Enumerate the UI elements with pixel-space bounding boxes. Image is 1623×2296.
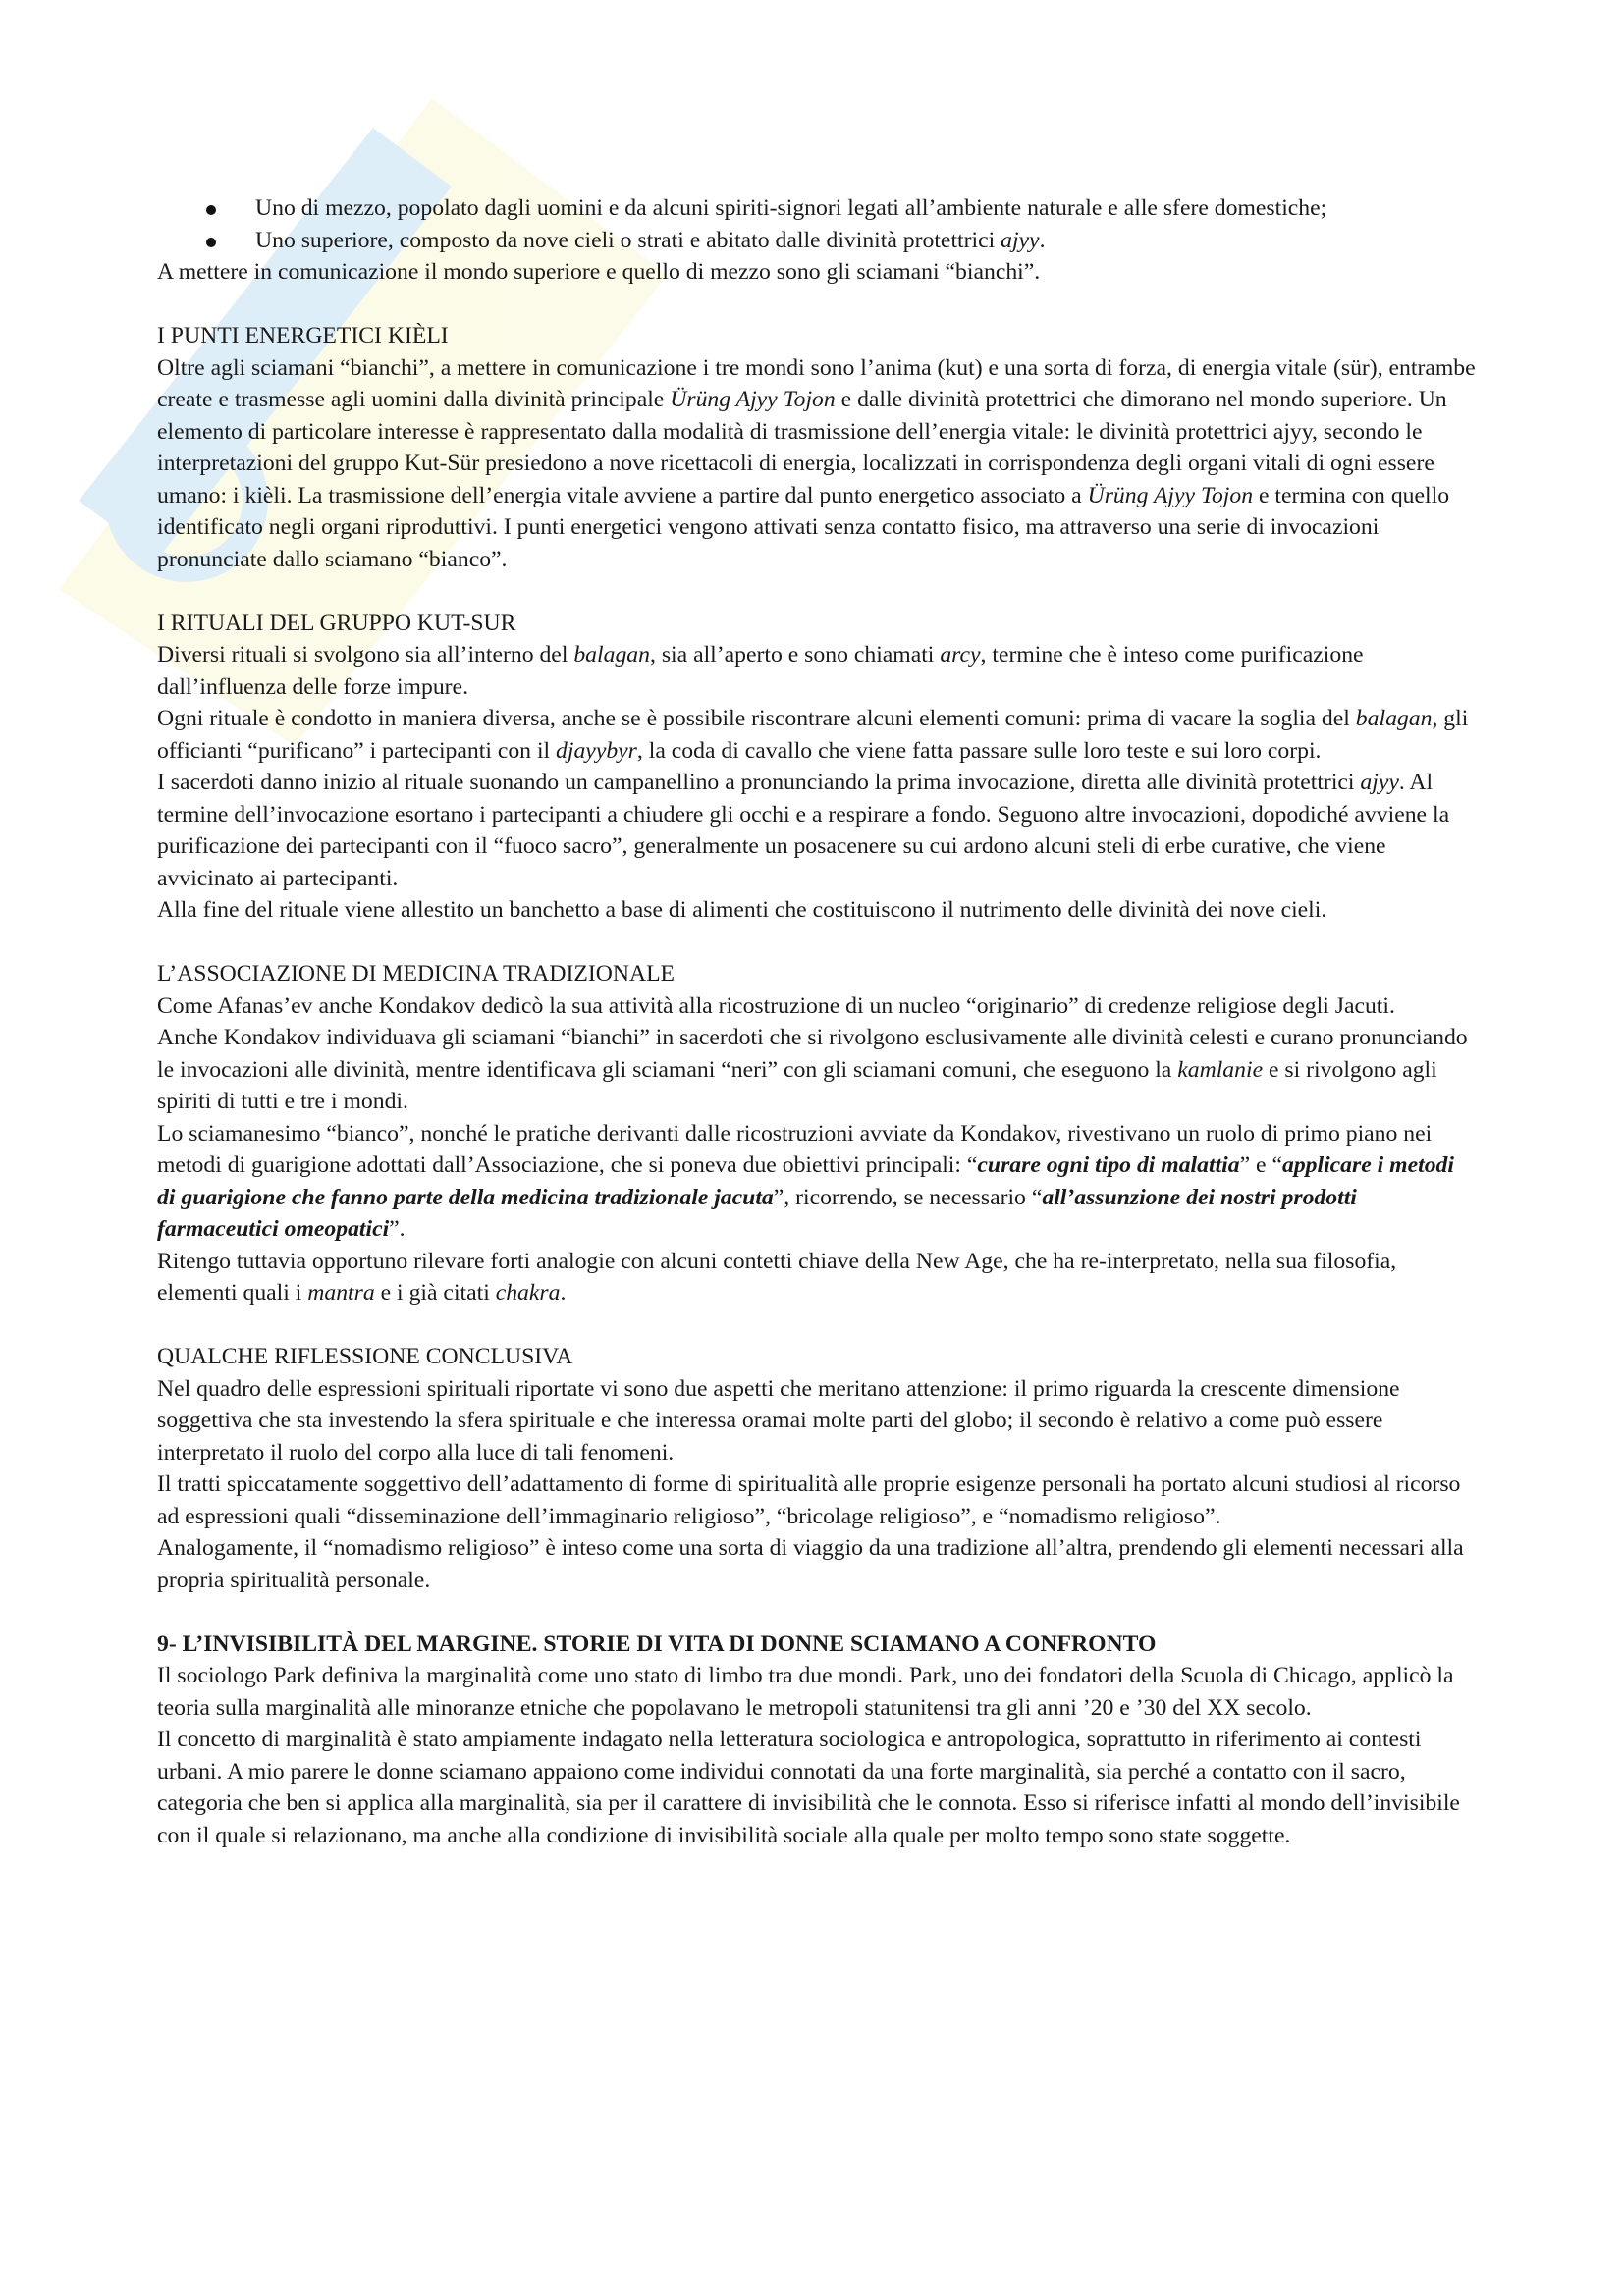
document-body — [157, 192, 1478, 1851]
paragraph: Il concetto di marginalità è stato ampiamente indagato nella letteratura sociologica e antropologica, soprattutto in riferimento ai contesti urbani. A mio parere le donne sciamano appaiono come individui connotati da una forte marginalità, sia perché a contatto con il sacro, categoria che ben si applica alla marginalità, sia per il carattere di invisibilità che le connota. Esso si riferisce infatti al mondo dell’invisibile con il quale si relazionano, ma anche alla condizione di invisibilità sociale alla quale per molto tempo sono state soggette. — [157, 1727, 1460, 1848]
paragraph: Nel quadro delle espressioni spirituali riportate vi sono due aspetti che meritano attenzione: il primo riguarda la crescente dimensione soggettiva che sta investendo la sfera spirituale e che interessa oramai molte parti del globo; il secondo è relativo a come può essere interpretato il ruolo del corpo alla luce di tali fenomeni. — [157, 1375, 1400, 1466]
paragraph: Lo sciamanesimo “bianco”, nonché le pratiche derivanti dalle ricostruzioni avviate da Kondakov, rivestivano un ruolo di primo piano nei metodi di guarigione adottati dall’Associazione, che si poneva due obiettivi principali: “curare ogni tipo di malattia” e “applicare i metodi di guarigione che fanno parte della medicina tradizionale jacuta”, ricorrendo, se necessario “all’assunzione dei nostri prodotti farmaceutici omeopatici”. — [157, 1120, 1454, 1242]
paragraph: Oltre agli sciamani “bianchi”, a mettere in comunicazione i tre mondi sono l’anima (kut) e una sorta di forza, di energia vitale (sür), entrambe create e trasmesse agli uomini dalla divinità principale Ürüng Ajyy Tojon e dalle divinità protettrici che dimorano nel mondo superiore. Un elemento di particolare interesse è rappresentato dalla modalità di trasmissione dell’energia vitale: le divinità protettrici ajyy, secondo le interpretazioni del gruppo Kut-Sür presiedono a nove ricettacoli di energia, localizzati in corrispondenza degli organi vitali di ogni essere umano: i kièli. La trasmissione dell’energia vitale avviene a partire dal punto energetico associato a Ürüng Ajyy Tojon e termina con quello identificato negli organi riproduttivi. I punti energetici vengono attivati senza contatto fisico, ma attraverso una serie di invocazioni pronunciate dallo sciamano “bianco”. — [157, 354, 1476, 572]
list-item: Uno superiore, composto da nove cieli o strati e abitato dalle divinità protettrici ajyy. — [157, 225, 1478, 257]
intro-closing: A mettere in comunicazione il mondo superiore e quello di mezzo sono gli sciamani “bianchi”. — [157, 259, 1041, 285]
section-heading-associazione: L’ASSOCIAZIONE DI MEDICINA TRADIZIONALE — [157, 961, 676, 987]
paragraph: Analogamente, il “nomadismo religioso” è inteso come una sorta di viaggio da una tradizione all’altra, prendendo gli elementi necessari alla propria spiritualità personale. — [157, 1535, 1464, 1593]
section-heading-rituali: I RITUALI DEL GRUPPO KUT-SUR — [157, 610, 516, 636]
paragraph: Ritengo tuttavia opportuno rilevare forti analogie con alcuni contetti chiave della New Age, che ha re-interpretato, nella sua filosofia, elementi quali i mantra e i già citati chakra. — [157, 1248, 1397, 1306]
bullet-icon — [206, 238, 216, 247]
paragraph: Alla fine del rituale viene allestito un banchetto a base di alimenti che costituiscono il nutrimento delle divinità dei nove cieli. — [157, 897, 1327, 923]
bullet-icon — [206, 205, 216, 215]
paragraph: Ogni rituale è condotto in maniera diversa, anche se è possibile riscontrare alcuni elementi comuni: prima di vacare la soglia del balagan, gli officianti “purificano” i partecipanti con il djayybyr, la coda di cavallo che viene fatta passare sulle loro teste e sui loro corpi. — [157, 706, 1469, 764]
paragraph: Come Afanas’ev anche Kondakov dedicò la sua attività alla ricostruzione di un nucleo “originario” di credenze religiose degli Jacuti. — [157, 992, 1395, 1019]
section-heading-kieli: I PUNTI ENERGETICI KIÈLI — [157, 323, 449, 348]
section-heading-riflessione: QUALCHE RIFLESSIONE CONCLUSIVA — [157, 1344, 573, 1369]
list-item: Uno di mezzo, popolato dagli uomini e da alcuni spiriti-signori legati all’ambiente naturale e alle sfere domestiche; — [157, 192, 1478, 225]
paragraph: Diversi rituali si svolgono sia all’interno del balagan, sia all’aperto e sono chiamati arcy, termine che è inteso come purificazione dall’influenza delle forze impure. — [157, 642, 1364, 700]
paragraph: Il tratti spiccatamente soggettivo dell’adattamento di forme di spiritualità alle proprie esigenze personali ha portato alcuni studiosi al ricorso ad espressioni quali “disseminazione dell’immaginario religioso”, “bricolage religioso”, e “nomadismo religioso”. — [157, 1471, 1461, 1529]
paragraph: I sacerdoti danno inizio al rituale suonando un campanellino a pronunciando la prima invocazione, diretta alle divinità protettrici ajyy. Al termine dell’invocazione esortano i partecipanti a chiudere gli occhi e a respirare a fondo. Seguono altre invocazioni, dopodiché avviene la purificazione dei partecipanti con il “fuoco sacro”, generalmente un posacenere su cui ardono alcuni steli di erbe curative, che viene avvicinato ai partecipanti. — [157, 770, 1450, 891]
worlds-list — [157, 192, 1478, 256]
chapter-heading: 9- L’INVISIBILITÀ DEL MARGINE. STORIE DI VITA DI DONNE SCIAMANO A CONFRONTO — [157, 1630, 1157, 1657]
paragraph: Il sociologo Park definiva la marginalità come uno stato di limbo tra due mondi. Park, uno dei fondatori della Scuola di Chicago, applicò la teoria sulla marginalità alle minoranze etniche che popolavano le metropoli statunitensi tra gli anni ’20 e ’30 del XX secolo. — [157, 1663, 1454, 1721]
paragraph: Anche Kondakov individuava gli sciamani “bianchi” in sacerdoti che si rivolgono esclusivamente alle divinità celesti e curano pronunciando le invocazioni alle divinità, mentre identificava gli sciamani “neri” con gli sciamani comuni, che eseguono la kamlanie e si rivolgono agli spiriti di tutti e tre i mondi. — [157, 1025, 1468, 1114]
